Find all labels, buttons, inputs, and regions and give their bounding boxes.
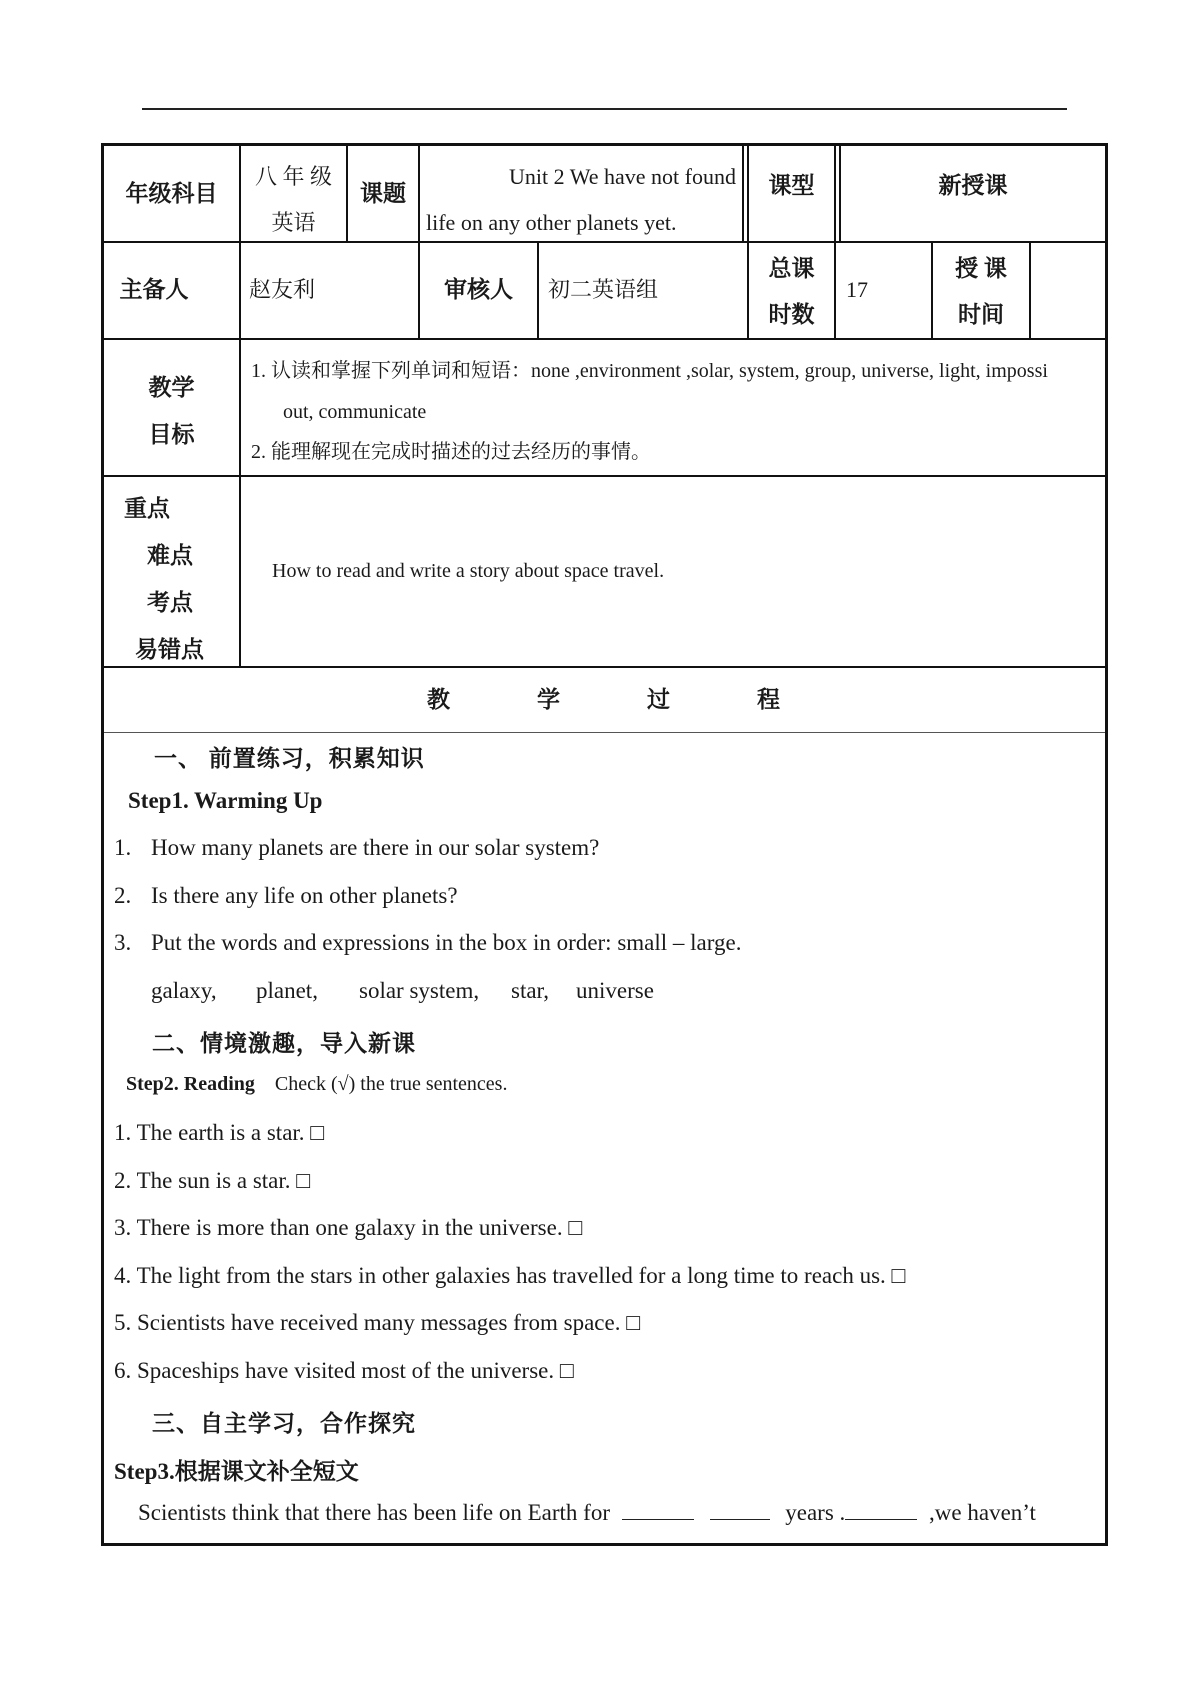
process-title-char-3: 过 xyxy=(647,687,670,712)
topic-label: 课题 xyxy=(360,181,406,206)
objectives-content xyxy=(241,340,1105,475)
grade-subject-value xyxy=(241,154,346,246)
step3-passage-line xyxy=(138,1500,1036,1526)
objectives-label-line1: 教学 xyxy=(148,375,195,400)
step1-item-1 xyxy=(114,835,599,861)
objectives-label-line2: 目标 xyxy=(148,422,195,447)
objectives-label xyxy=(104,364,239,458)
step1-item-num: 3. xyxy=(114,930,132,955)
process-title-char-4: 程 xyxy=(757,687,780,712)
step3-text-part2: years . xyxy=(785,1500,846,1525)
process-title xyxy=(104,668,1105,732)
col-divider xyxy=(742,146,744,241)
key-points-label-line1: 重点 xyxy=(124,496,170,521)
step1-item-text: Put the words and expressions in the box in order: small – large. xyxy=(151,930,742,955)
total-hours-label-line2: 时数 xyxy=(768,302,815,327)
step1-item-text: How many planets are there in our solar system? xyxy=(151,835,600,860)
word-box xyxy=(151,978,654,1004)
col-divider xyxy=(834,146,836,338)
total-hours-value: 17 xyxy=(846,277,868,302)
word-box-item: universe xyxy=(576,978,654,1003)
key-points-label-line3: 考点 xyxy=(147,590,193,615)
preparer-label: 主备人 xyxy=(119,277,189,302)
teach-time-label xyxy=(933,246,1029,338)
reviewer-value: 初二英语组 xyxy=(548,277,659,302)
step2-item-5: 5. Scientists have received many messages from space. □ xyxy=(114,1310,641,1335)
objective-item-2: 2. 能理解现在完成时描述的过去经历的事情。 xyxy=(251,441,651,463)
total-hours-label-line1: 总课 xyxy=(768,256,815,281)
step1-item-2 xyxy=(114,883,458,909)
step1-item-num: 2. xyxy=(114,883,132,908)
key-points-label-line2: 难点 xyxy=(147,543,193,568)
topic-value-line1: Unit 2 We have not found xyxy=(509,164,736,189)
topic-value-line2: life on any other planets yet. xyxy=(426,210,677,235)
word-box-item: planet, xyxy=(256,978,318,1003)
word-box-item: galaxy, xyxy=(151,978,217,1003)
objective-item-1-line2: out, communicate xyxy=(283,401,427,423)
section-1-heading: 一、 前置练习，积累知识 xyxy=(154,746,425,771)
word-box-item: solar system, xyxy=(359,978,480,1003)
grade-value-line1: 八 年 级 xyxy=(254,164,332,189)
process-title-char-1: 教 xyxy=(427,687,450,712)
row-divider xyxy=(104,732,1105,733)
total-hours-label xyxy=(749,246,834,338)
lesson-type-value: 新授课 xyxy=(938,173,1008,198)
col-divider xyxy=(537,241,539,338)
process-title-char-2: 学 xyxy=(537,687,560,712)
topic-value xyxy=(426,154,736,246)
step1-item-3 xyxy=(114,930,741,956)
step1-item-num: 1. xyxy=(114,835,132,860)
lesson-type-label: 课型 xyxy=(768,173,815,198)
step1-heading: Step1. Warming Up xyxy=(128,788,323,813)
blank-1[interactable] xyxy=(622,1519,694,1520)
step3-text-part1: Scientists think that there has been life on Earth for xyxy=(138,1500,611,1525)
reviewer-label: 审核人 xyxy=(444,277,513,302)
step2-instruction: Check (√) the true sentences. xyxy=(274,1073,508,1095)
key-points-label xyxy=(104,477,239,666)
page-header-rule xyxy=(142,108,1067,110)
blank-3[interactable] xyxy=(845,1519,917,1520)
teach-time-label-line2: 时间 xyxy=(958,302,1004,327)
objective-item-1-line1: 1. 认读和掌握下列单词和短语：none ,environment ,solar, system, group, universe, light, impossi xyxy=(251,360,1048,382)
process-body xyxy=(114,734,1099,1539)
step2-item-4: 4. The light from the stars in other galaxies has travelled for a long time to reach us. □ xyxy=(114,1263,906,1288)
word-box-item: star, xyxy=(511,978,550,1003)
step2-item-6: 6. Spaceships have visited most of the universe. □ xyxy=(114,1358,574,1383)
step2-item-2: 2. The sun is a star. □ xyxy=(114,1168,311,1193)
step2-item-1: 1. The earth is a star. □ xyxy=(114,1120,325,1145)
grade-subject-label: 年级科目 xyxy=(125,181,218,206)
key-points-label-line4: 易错点 xyxy=(135,637,204,662)
key-points-content: How to read and write a story about space travel. xyxy=(272,560,665,582)
step2-line xyxy=(126,1073,507,1096)
step3-heading: Step3.根据课文补全短文 xyxy=(114,1459,359,1484)
step1-item-text: Is there any life on other planets? xyxy=(151,883,458,908)
step2-item-3: 3. There is more than one galaxy in the universe. □ xyxy=(114,1215,583,1240)
teach-time-value xyxy=(1031,241,1105,338)
step3-text-part3: ,we haven’t xyxy=(929,1500,1036,1525)
grade-value-line2: 英语 xyxy=(271,210,316,235)
blank-2[interactable] xyxy=(710,1519,770,1520)
preparer-value: 赵友利 xyxy=(249,277,316,302)
step2-heading: Step2. Reading xyxy=(126,1073,255,1095)
teach-time-label-line1: 授 课 xyxy=(955,256,1007,281)
lesson-plan-table xyxy=(101,143,1108,1546)
section-3-heading: 三、自主学习，合作探究 xyxy=(152,1411,416,1436)
section-2-heading: 二、情境激趣，导入新课 xyxy=(152,1031,416,1056)
